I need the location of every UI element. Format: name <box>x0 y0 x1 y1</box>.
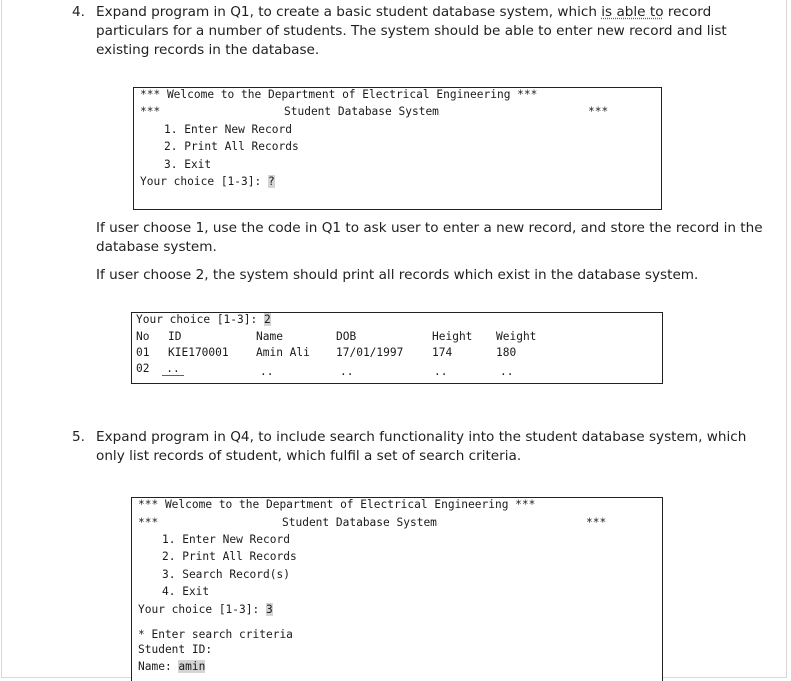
welcome-line: *** Welcome to the Department of Electrical Engineering *** <box>138 498 536 511</box>
cell-ellipsis: .. <box>260 365 274 378</box>
name-value: amin <box>178 660 206 673</box>
cell-ellipsis: .. <box>500 365 514 378</box>
choice-prompt: Your choice [1-3]: 3 <box>138 603 273 616</box>
cell-id: .. <box>162 362 184 376</box>
q4-number: 4. <box>72 4 85 20</box>
menu-item: 3. Search Record(s) <box>162 568 290 581</box>
stars-right: *** <box>586 516 607 529</box>
q5-line-2: only list records of student, which fulfil a set of search criteria. <box>96 448 522 464</box>
col-header-weight: Weight <box>496 330 537 343</box>
menu-console-1 <box>133 87 662 210</box>
q4-line-1: Expand program in Q1, to create a basic student database system, which is able to record <box>96 4 712 20</box>
menu-item: 1. Enter New Record <box>164 123 292 136</box>
welcome-line: *** Welcome to the Department of Electrical Engineering *** <box>140 88 538 101</box>
col-header-id: ID <box>168 330 182 343</box>
col-header-height: Height <box>432 330 473 343</box>
stars-left: *** <box>140 105 161 118</box>
menu-item: 2. Print All Records <box>164 140 299 153</box>
q5-number: 5. <box>72 429 85 445</box>
cell-ellipsis: .. <box>340 365 354 378</box>
choice-answer: 3 <box>265 603 273 616</box>
choose2-line: If user choose 2, the system should print all records which exist in the database system. <box>96 267 699 283</box>
choose1-line-2: database system. <box>96 239 217 255</box>
q4-line-3: existing records in the database. <box>96 42 320 58</box>
col-header-dob: DOB <box>336 330 357 343</box>
q4-line-2: particulars for a number of students. The system should be able to enter new record and list <box>96 23 727 39</box>
cell-no: 01 <box>136 346 150 359</box>
menu-item: 4. Exit <box>162 585 210 598</box>
grammar-flag[interactable]: is able to <box>601 4 664 20</box>
search-criteria-label: * Enter search criteria <box>138 628 293 641</box>
cell-name: Amin Ali <box>256 346 310 359</box>
stars-left: *** <box>138 516 159 529</box>
choice-answer: 2 <box>263 313 271 326</box>
cell-ellipsis: .. <box>434 365 448 378</box>
choice-prompt: Your choice [1-3]: ? <box>140 175 275 188</box>
choose1-line-1: If user choose 1, use the code in Q1 to ask user to enter a new record, and store the record in the <box>96 220 763 236</box>
col-header-no: No <box>136 330 150 343</box>
subtitle: Student Database System <box>284 105 439 118</box>
col-header-name: Name <box>256 330 283 343</box>
cell-weight: 180 <box>496 346 517 359</box>
student-id-label: Student ID: <box>138 643 213 656</box>
cell-dob: 17/01/1997 <box>336 346 404 359</box>
menu-item: 2. Print All Records <box>162 550 297 563</box>
q5-line-1: Expand program in Q4, to include search functionality into the student database system, which <box>96 429 747 445</box>
cell-id: KIE170001 <box>168 346 229 359</box>
name-label: Name: amin <box>138 660 206 673</box>
menu-item: 3. Exit <box>164 158 212 171</box>
subtitle: Student Database System <box>282 516 437 529</box>
menu-item: 1. Enter New Record <box>162 533 290 546</box>
choice-prompt: Your choice [1-3]: 2 <box>136 313 271 326</box>
stars-right: *** <box>588 105 609 118</box>
choice-answer: ? <box>267 175 275 188</box>
cell-no: 02 <box>136 362 150 375</box>
records-console <box>131 312 663 384</box>
menu-console-2 <box>131 497 663 681</box>
cell-height: 174 <box>432 346 453 359</box>
